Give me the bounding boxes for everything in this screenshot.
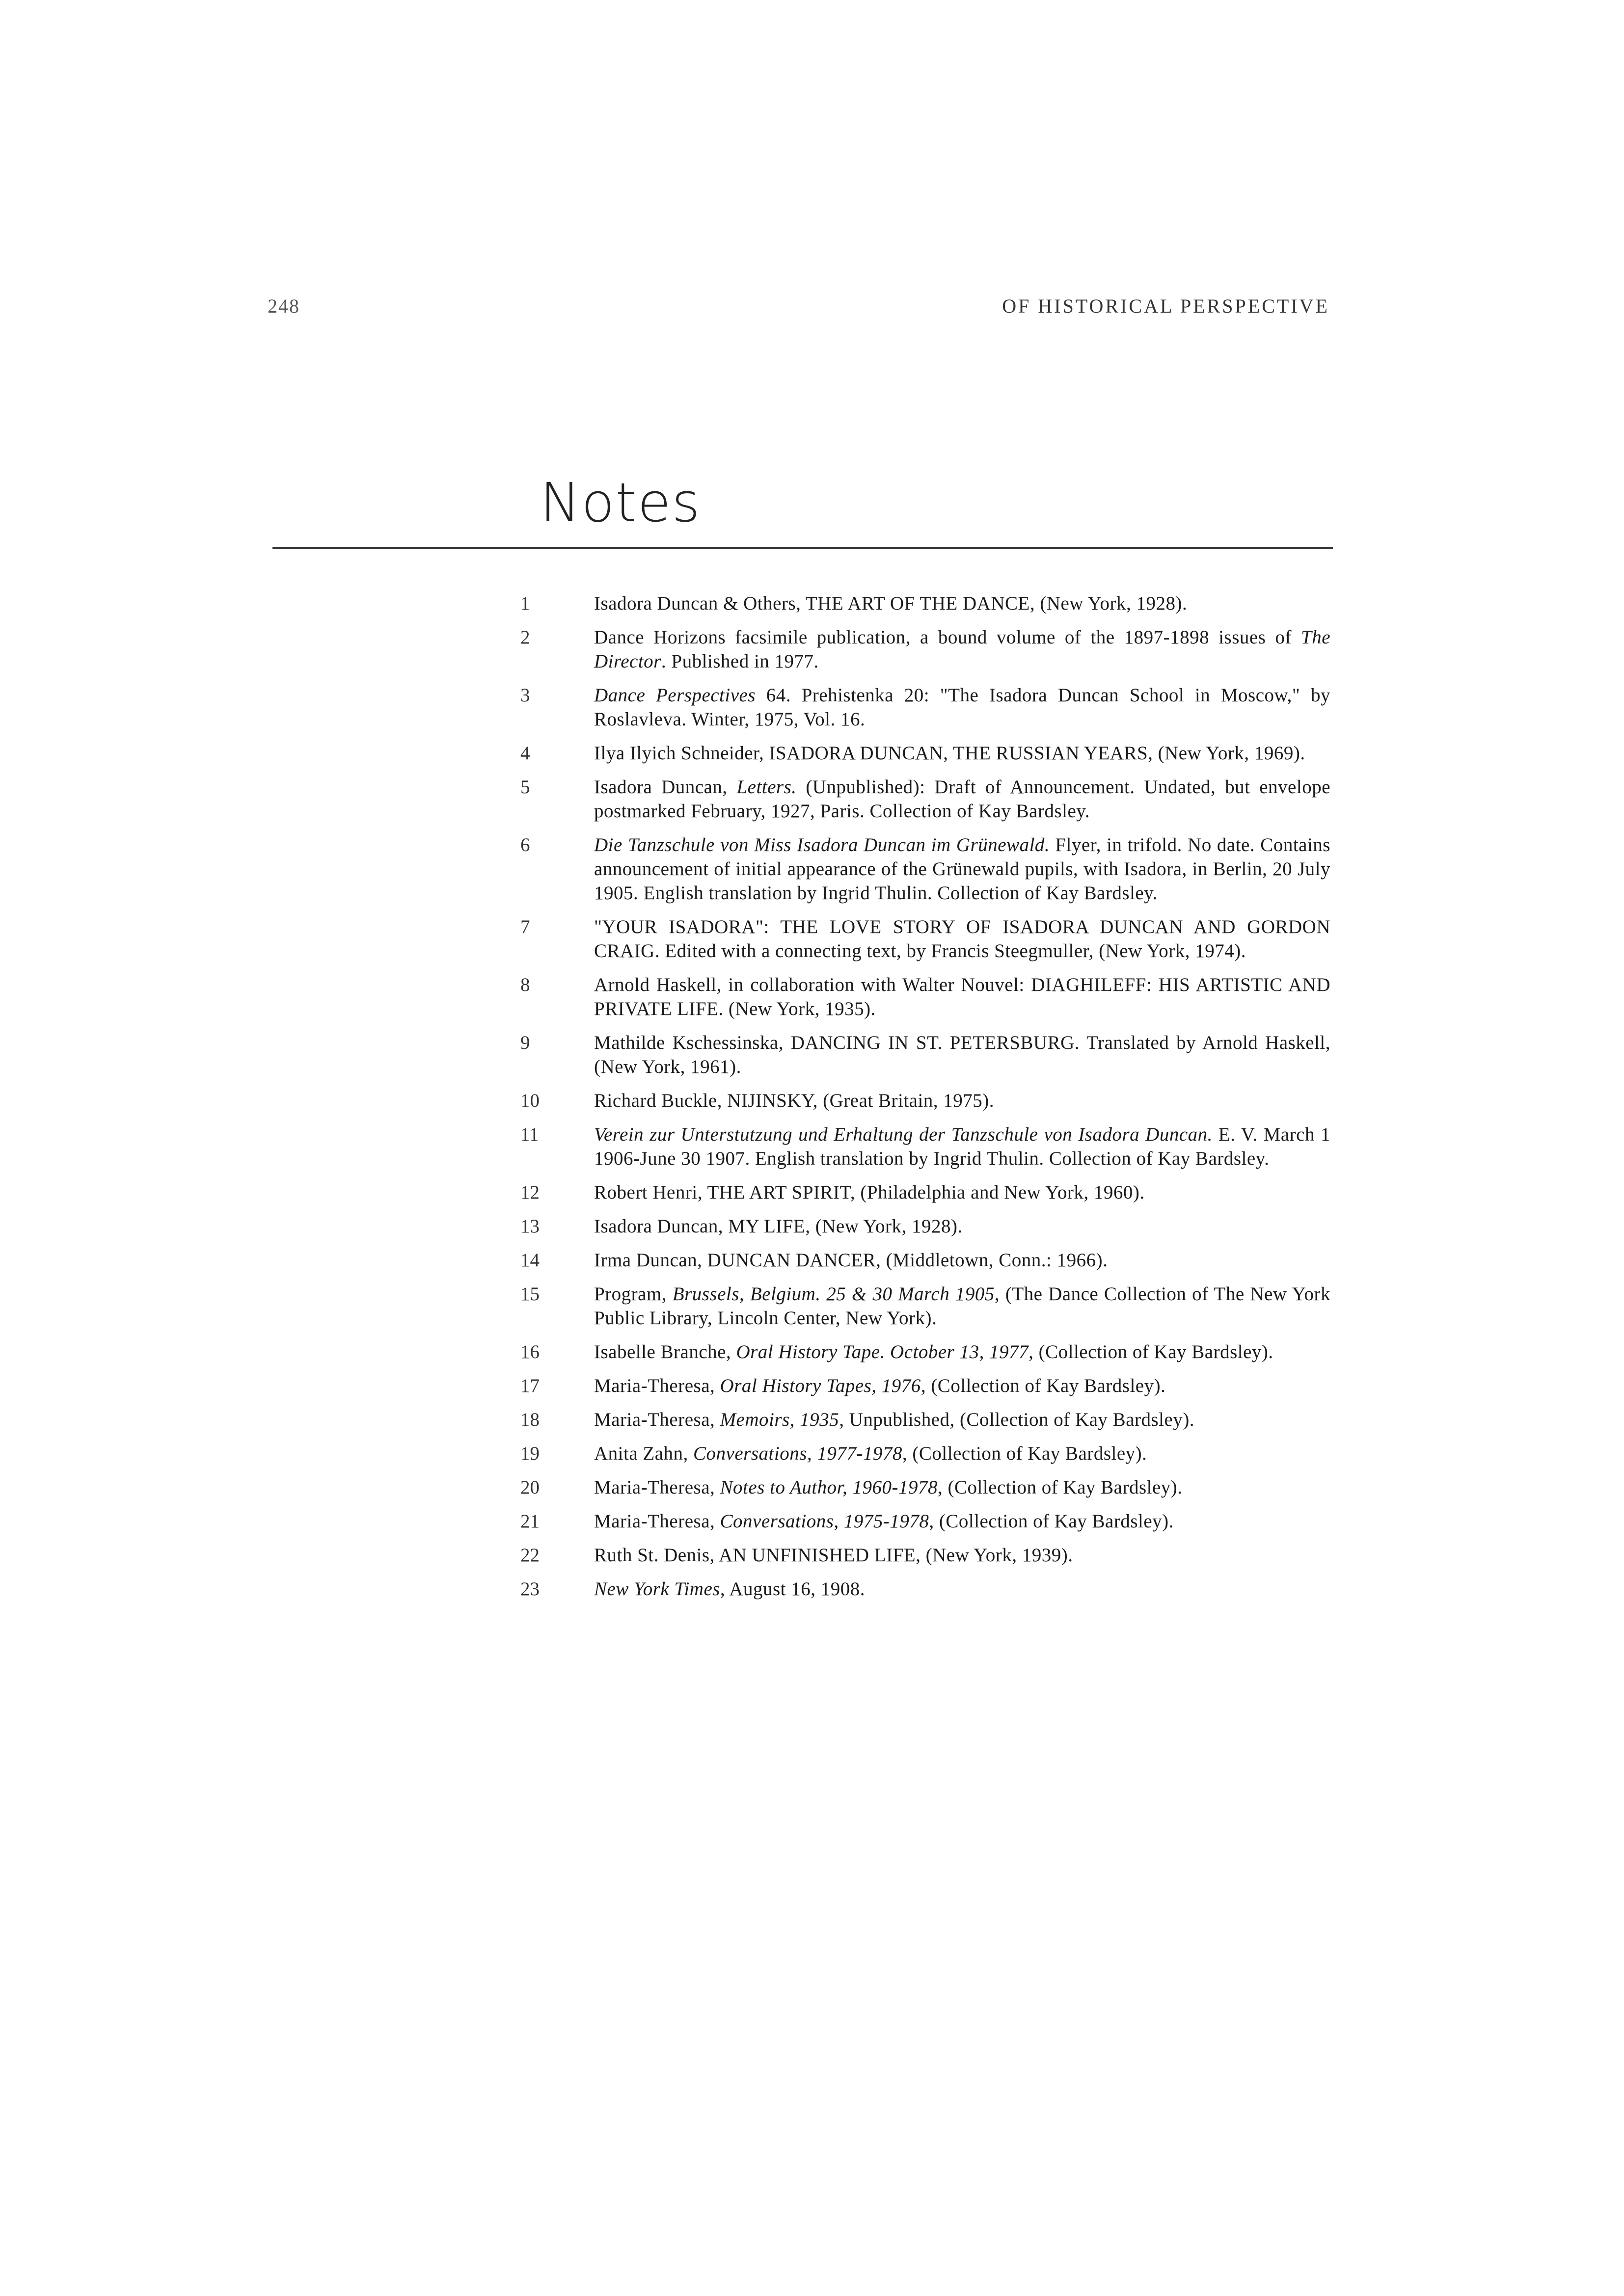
note-text	[594, 591, 1330, 615]
note-item	[520, 1282, 1330, 1330]
note-text	[594, 1031, 1330, 1079]
note-item	[520, 1214, 1330, 1238]
note-item	[520, 1180, 1330, 1204]
note-text	[594, 625, 1330, 673]
note-segment: Maria-Theresa,	[594, 1375, 720, 1396]
note-segment: , (Collection of Kay Bardsley).	[929, 1511, 1174, 1532]
note-text	[594, 1282, 1330, 1330]
note-segment: Isadora Duncan, MY LIFE, (New York, 1928).	[594, 1216, 963, 1237]
note-text	[594, 1408, 1330, 1432]
note-segment: "YOUR ISADORA": THE LOVE STORY OF ISADORA DUNCAN AND GORDON CRAIG. Edited with a connecting text, by Francis Steegmuller, (New York, 1974).	[594, 916, 1330, 961]
note-segment: , Unpublished, (Collection of Kay Bardsley).	[839, 1409, 1195, 1430]
note-number: 20	[520, 1477, 540, 1498]
note-text	[594, 833, 1330, 905]
note-number: 8	[520, 974, 530, 995]
note-number: 17	[520, 1375, 540, 1396]
note-italic-segment: Conversations, 1975-1978	[720, 1511, 929, 1532]
note-segment: , (The Dance Collection of The New York Public Library, Lincoln Center, New York).	[594, 1283, 1330, 1329]
note-number: 4	[520, 743, 530, 764]
note-segment: Isadora Duncan & Others, THE ART OF THE DANCE, (New York, 1928).	[594, 593, 1188, 614]
notes-list	[520, 591, 1330, 1611]
note-item	[520, 1543, 1330, 1567]
note-italic-segment: Notes to Author, 1960-1978	[720, 1477, 938, 1498]
note-number: 6	[520, 834, 530, 855]
note-text	[594, 1180, 1330, 1204]
note-italic-segment: Dance Perspectives	[594, 685, 756, 706]
note-number: 23	[520, 1578, 540, 1600]
note-segment: Ruth St. Denis, AN UNFINISHED LIFE, (New York, 1939).	[594, 1545, 1073, 1566]
note-item	[520, 741, 1330, 765]
note-item	[520, 915, 1330, 963]
note-italic-segment: Conversations, 1977-1978	[693, 1443, 902, 1464]
note-text	[594, 1509, 1330, 1533]
note-italic-segment: Memoirs, 1935	[720, 1409, 839, 1430]
note-italic-segment: New York Times	[594, 1578, 720, 1600]
note-segment: (Unpublished): Draft of Announcement. Undated, but envelope postmarked February, 1927, Paris. Collection of Kay Bardsley.	[594, 776, 1330, 822]
note-number: 2	[520, 627, 530, 648]
note-text	[594, 1214, 1330, 1238]
running-head: OF HISTORICAL PERSPECTIVE	[1002, 295, 1329, 317]
note-item	[520, 1475, 1330, 1499]
note-text	[594, 683, 1330, 731]
note-segment: Anita Zahn,	[594, 1443, 694, 1464]
note-number: 19	[520, 1443, 540, 1464]
note-item	[520, 1374, 1330, 1398]
note-italic-segment: Verein zur Unterstutzung und Erhaltung der Tanzschule von Isadora Duncan.	[594, 1124, 1213, 1145]
note-segment: , (Collection of Kay Bardsley).	[920, 1375, 1166, 1396]
note-number: 5	[520, 776, 530, 798]
title-rule	[272, 547, 1333, 549]
note-text	[594, 1475, 1330, 1499]
note-item	[520, 591, 1330, 615]
note-item	[520, 683, 1330, 731]
note-item	[520, 1408, 1330, 1432]
note-item	[520, 625, 1330, 673]
note-segment: , August 16, 1908.	[720, 1578, 865, 1600]
note-segment: Robert Henri, THE ART SPIRIT, (Philadelphia and New York, 1960).	[594, 1182, 1145, 1203]
note-item	[520, 1031, 1330, 1079]
note-segment: Richard Buckle, NIJINSKY, (Great Britain, 1975).	[594, 1090, 995, 1111]
note-segment: , (Collection of Kay Bardsley).	[902, 1443, 1147, 1464]
note-text	[594, 1248, 1330, 1272]
note-segment: Flyer, in trifold. No date. Contains announcement of initial appearance of the Grünewald pupils, with Isadora, in Berlin, 20 July 1905. English translation by Ingrid Thulin. Collection of Kay Bardsley.	[594, 834, 1330, 904]
note-number: 10	[520, 1090, 540, 1111]
note-number: 16	[520, 1341, 540, 1362]
note-segment: Ilya Ilyich Schneider, ISADORA DUNCAN, THE RUSSIAN YEARS, (New York, 1969).	[594, 743, 1305, 764]
note-segment: 64. Prehistenka 20: "The Isadora Duncan School in Moscow," by Roslavleva. Winter, 1975, Vol. 16.	[594, 685, 1330, 730]
note-text	[594, 741, 1330, 765]
note-segment: Maria-Theresa,	[594, 1477, 720, 1498]
note-item	[520, 775, 1330, 823]
note-segment: Maria-Theresa,	[594, 1511, 720, 1532]
note-item	[520, 1340, 1330, 1364]
note-number: 21	[520, 1511, 540, 1532]
note-item	[520, 833, 1330, 905]
note-item	[520, 973, 1330, 1021]
note-number: 7	[520, 916, 530, 937]
note-number: 13	[520, 1216, 540, 1237]
note-segment: Program,	[594, 1283, 673, 1305]
note-text	[594, 1543, 1330, 1567]
note-number: 22	[520, 1545, 540, 1566]
note-text	[594, 973, 1330, 1021]
note-text	[594, 1122, 1330, 1171]
note-number: 12	[520, 1182, 540, 1203]
note-segment: , (Collection of Kay Bardsley).	[1029, 1341, 1273, 1362]
note-text	[594, 915, 1330, 963]
note-number: 15	[520, 1283, 540, 1305]
note-italic-segment: Letters.	[736, 776, 797, 798]
note-item	[520, 1509, 1330, 1533]
note-item	[520, 1089, 1330, 1113]
page-title: Notes	[540, 471, 701, 534]
note-item	[520, 1122, 1330, 1171]
note-number: 18	[520, 1409, 540, 1430]
note-number: 9	[520, 1032, 530, 1053]
note-segment: Dance Horizons facsimile publication, a bound volume of the 1897-1898 issues of	[594, 627, 1301, 648]
note-text	[594, 1374, 1330, 1398]
note-italic-segment: The Director	[594, 627, 1330, 672]
note-segment: Isadora Duncan,	[594, 776, 737, 798]
note-item	[520, 1248, 1330, 1272]
note-italic-segment: Oral History Tapes, 1976	[720, 1375, 921, 1396]
note-italic-segment: Oral History Tape. October 13, 1977	[736, 1341, 1029, 1362]
note-italic-segment: Die Tanzschule von Miss Isadora Duncan im Grünewald.	[594, 834, 1050, 855]
note-text	[594, 1089, 1330, 1113]
note-text	[594, 775, 1330, 823]
note-segment: Irma Duncan, DUNCAN DANCER, (Middletown, Conn.: 1966).	[594, 1250, 1108, 1271]
note-segment: . Published in 1977.	[661, 651, 819, 672]
note-text	[594, 1577, 1330, 1601]
note-segment: E. V. March 1 1906-June 30 1907. English translation by Ingrid Thulin. Collection of Kay Bardsley.	[594, 1124, 1330, 1169]
note-segment: Mathilde Kschessinska, DANCING IN ST. PETERSBURG. Translated by Arnold Haskell, (New York, 1961).	[594, 1032, 1330, 1077]
page-number: 248	[268, 295, 300, 317]
note-text	[594, 1442, 1330, 1466]
note-segment: Arnold Haskell, in collaboration with Walter Nouvel: DIAGHILEFF: HIS ARTISTIC AND PRIVATE LIFE. (New York, 1935).	[594, 974, 1330, 1019]
note-item	[520, 1577, 1330, 1601]
note-item	[520, 1442, 1330, 1466]
note-number: 3	[520, 685, 530, 706]
note-number: 11	[520, 1124, 539, 1145]
note-segment: Isabelle Branche,	[594, 1341, 736, 1362]
note-number: 1	[520, 593, 530, 614]
note-italic-segment: Brussels, Belgium. 25 & 30 March 1905	[672, 1283, 995, 1305]
note-number: 14	[520, 1250, 540, 1271]
note-segment: , (Collection of Kay Bardsley).	[938, 1477, 1183, 1498]
note-text	[594, 1340, 1330, 1364]
note-segment: Maria-Theresa,	[594, 1409, 720, 1430]
